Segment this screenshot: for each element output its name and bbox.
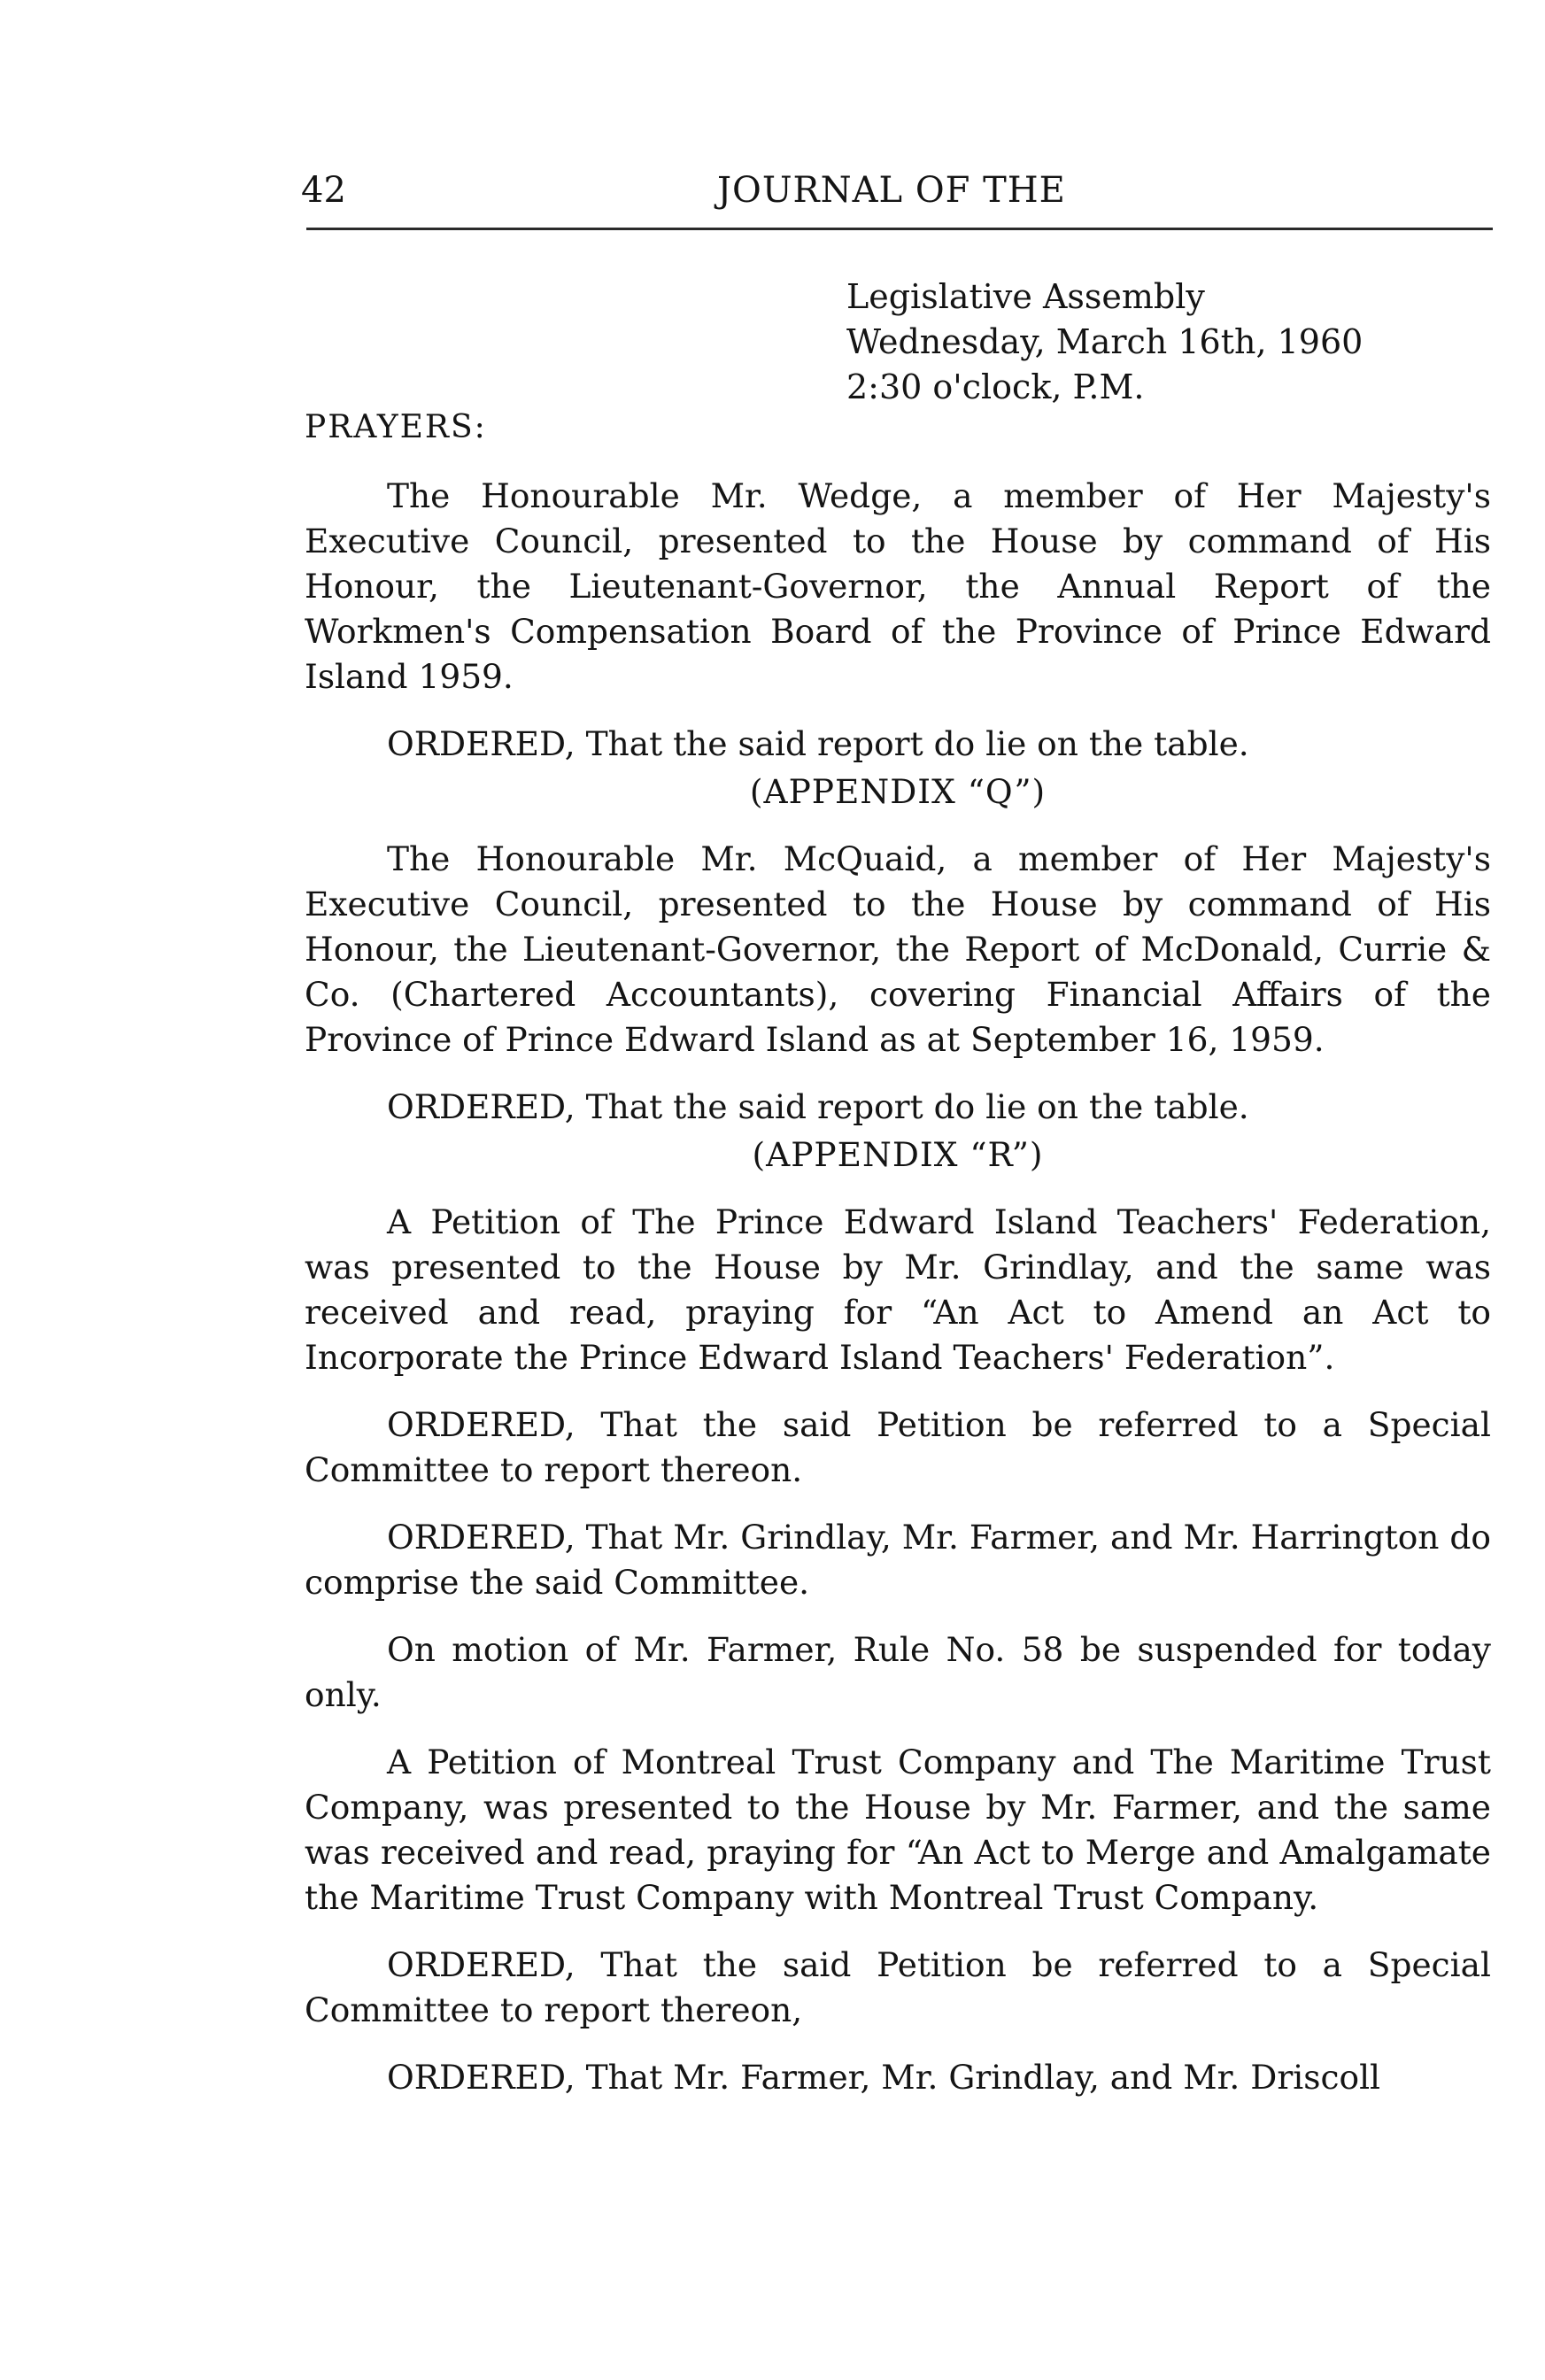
paragraph-ordered-members-1: ORDERED, That Mr. Grindlay, Mr. Farmer, and Mr. Harrington do comprise the said Committee.	[305, 1518, 1491, 1602]
paragraph-ordered-table-2: ORDERED, That the said report do lie on the table.	[387, 1087, 1249, 1126]
assembly-name: Legislative Assembly	[846, 277, 1205, 316]
paragraph-ordered-members-2: ORDERED, That Mr. Farmer, Mr. Grindlay, and Mr. Driscoll	[387, 2058, 1381, 2097]
paragraph-rule-suspended: On motion of Mr. Farmer, Rule No. 58 be suspended for today only.	[305, 1630, 1491, 1714]
paragraph-mcquaid-report: The Honourable Mr. McQuaid, a member of Her Majesty's Executive Council, presented to the House by command of His Honour, the Lieutenant-Governor, the Report of McDonald, Currie & Co. (Chartered Accountants), covering Financial Affairs of the Province of Prince Edward Island as at September 16, 1959.	[305, 839, 1491, 1059]
paragraph-wedge-report: The Honourable Mr. Wedge, a member of Her Majesty's Executive Council, presented to the House by command of His Honour, the Lieutenant-Governor, the Annual Report of the Workmen's Compensation Board of the Province of Prince Edward Island 1959.	[305, 476, 1491, 696]
paragraph-teachers-petition: A Petition of The Prince Edward Island Teachers' Federation, was presented to the House by Mr. Grindlay, and the same was received and read, praying for “An Act to Amend an Act to Incorporate the Prince Edward Island Teachers' Federation”.	[305, 1202, 1491, 1377]
prayers-label: PRAYERS:	[305, 409, 487, 445]
paragraph-ordered-table-1: ORDERED, That the said report do lie on the table.	[387, 724, 1249, 763]
appendix-r: (APPENDIX “R”)	[752, 1135, 1044, 1174]
paragraph-ordered-committee-2: ORDERED, That the said Petition be referred to a Special Committee to report thereon,	[305, 1945, 1491, 2029]
journal-body	[305, 474, 1491, 2122]
sitting-heading	[846, 274, 1363, 410]
header-rule	[306, 228, 1493, 230]
sitting-time: 2:30 o'clock, P.M.	[846, 367, 1145, 406]
appendix-q: (APPENDIX “Q”)	[749, 772, 1047, 811]
sitting-date: Wednesday, March 16th, 1960	[846, 322, 1363, 361]
running-head: JOURNAL OF THE	[717, 170, 1066, 211]
paragraph-ordered-committee-1: ORDERED, That the said Petition be referred to a Special Committee to report thereon.	[305, 1405, 1491, 1489]
page-number: 42	[301, 170, 346, 211]
paragraph-trust-petition: A Petition of Montreal Trust Company and The Maritime Trust Company, was presented to the House by Mr. Farmer, and the same was received and read, praying for “An Act to Merge and Amalgamate the Maritime Trust Company with Montreal Trust Company.	[305, 1742, 1491, 1917]
